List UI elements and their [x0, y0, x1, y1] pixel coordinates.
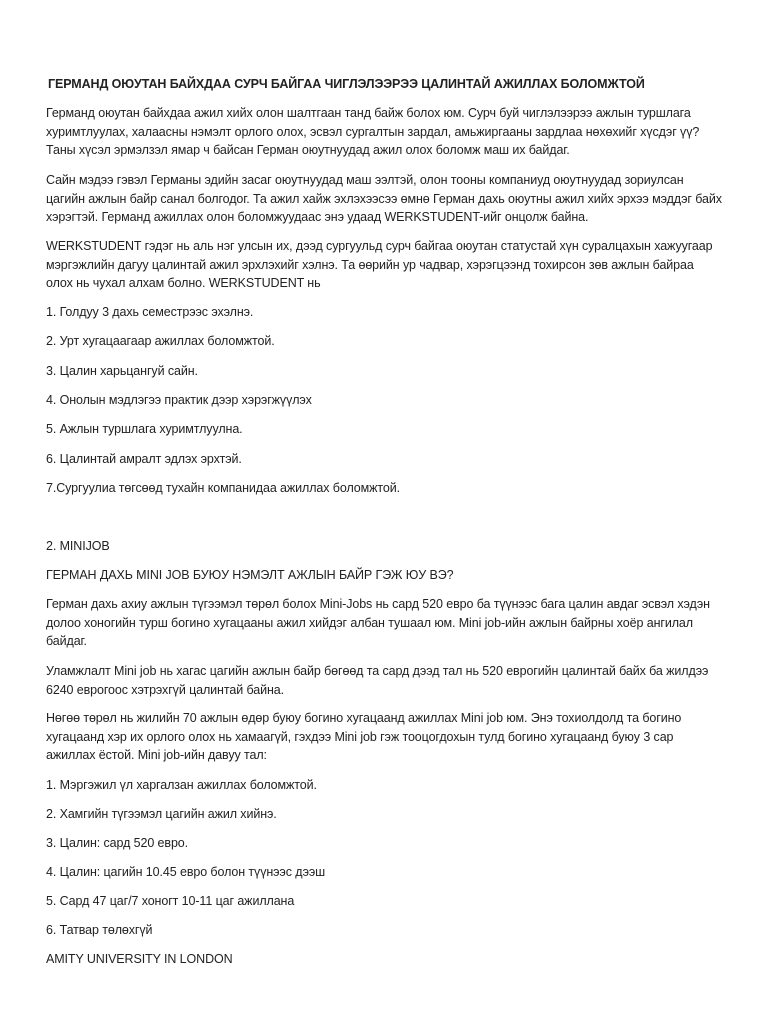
list2-item-3: 3. Цалин: сард 520 евро.: [46, 836, 189, 850]
section2-heading: 2. MINIJOB: [46, 539, 110, 553]
list2-item-6: 6. Татвар төлөхгүй: [46, 923, 153, 937]
list1-item-4: 4. Онолын мэдлэгээ практик дээр хэрэгжүүлэх: [46, 393, 312, 407]
intro-paragraph-1: Германд оюутан байхдаа ажил хийх олон шалтгаан танд байж болох юм. Сурч буй чиглэлээрээ ажлын туршлага хуримтлуулах, халаасны нэмэлт орлого олох, эсвэл сургалтын зардал, амьжиргааны зардлаа нөхөхийг хүсдэг үү? Таны хүсэл эрмэлзэл ямар ч байсан Герман оюутнуудад ажил олох боломж маш их байдаг.: [46, 106, 700, 157]
list2-item-2: 2. Хамгийн түгээмэл цагийн ажил хийнэ.: [46, 807, 277, 821]
list2-item-5: 5. Сард 47 цаг/7 хоногт 10-11 цаг ажиллана: [46, 894, 295, 908]
section2-paragraph-3: Нөгөө төрөл нь жилийн 70 ажлын өдөр буюу богино хугацаанд ажиллах Mini job юм. Энэ тохиолдолд та богино хугацаанд хэр их орлого олох нь хамаагүй, гэхдээ Mini job гэж тооцогдохын тулд богино хугацаанд буюу 3 сар ажиллах ёстой. Mini job-ийн давуу тал:: [46, 711, 682, 762]
list1-item-1: 1. Голдуу 3 дахь семестрээс эхэлнэ.: [46, 305, 254, 319]
footer-university: AMITY UNIVERSITY IN LONDON: [46, 952, 233, 966]
document-title: ГЕРМАНД ОЮУТАН БАЙХДАА СУРЧ БАЙГАА ЧИГЛЭЛЭЭРЭЭ ЦАЛИНТАЙ АЖИЛЛАХ БОЛОМЖТОЙ: [48, 77, 645, 91]
list1-item-6: 6. Цалинтай амралт эдлэх эрхтэй.: [46, 452, 242, 466]
intro-paragraph-3: WERKSTUDENT гэдэг нь аль нэг улсын их, дээд сургуульд сурч байгаа оюутан статустай хүн суралцахын хажуугаар мэргэжлийн дагуу цалинтай ажил эрхлэхийг хэлнэ. Та өөрийн ур чадвар, хэрэгцээнд тохирсон зөв ажлын байраа олох нь чухал алхам болно. WERKSTUDENT нь: [46, 239, 713, 290]
list1-item-7: 7.Сургуулиа төгсөөд тухайн компанидаа ажиллах боломжтой.: [46, 481, 400, 495]
intro-paragraph-2: Сайн мэдээ гэвэл Германы эдийн засаг оюутнуудад маш ээлтэй, олон тооны компаниуд оюутнуудад зориулсан цагийн ажлын байр санал болгодог. Та ажил хайж эхлэхээсээ өмнө Герман дахь оюутны ажил хийх эрхээ мэддэг байх хэрэгтэй. Германд ажиллах олон боломжуудаас энэ удаад WERKSTUDENT-ийг онцолж байна.: [46, 173, 722, 224]
section2-subheading: ГЕРМАН ДАХЬ MINI JOB БУЮУ НЭМЭЛТ АЖЛЫН БАЙР ГЭЖ ЮУ ВЭ?: [46, 568, 454, 582]
list2-item-1: 1. Мэргэжил үл харгалзан ажиллах боломжтой.: [46, 778, 317, 792]
section2-paragraph-2: Уламжлалт Mini job нь хагас цагийн ажлын байр бөгөөд та сард дээд тал нь 520 еврогийн цалинтай байх ба жилдээ 6240 еврогоос хэтрэхгүй цалинтай байна.: [46, 664, 709, 697]
list2-item-4: 4. Цалин: цагийн 10.45 евро болон түүнээс дээш: [46, 865, 326, 879]
section2-paragraph-1: Герман дахь ахиу ажлын түгээмэл төрөл болох Mini-Jobs нь сард 520 евро ба түүнээс бага цалин авдаг эсвэл хэдэн долоо хоногийн турш богино хугацааны ажил хийдэг албан тушаал юм. Mini job-ийн ажлын байрны хоёр ангилал байдаг.: [46, 597, 710, 648]
list1-item-5: 5. Ажлын туршлага хуримтлуулна.: [46, 422, 243, 436]
list1-item-3: 3. Цалин харьцангуй сайн.: [46, 364, 198, 378]
list1-item-2: 2. Урт хугацаагаар ажиллах боломжтой.: [46, 334, 275, 348]
